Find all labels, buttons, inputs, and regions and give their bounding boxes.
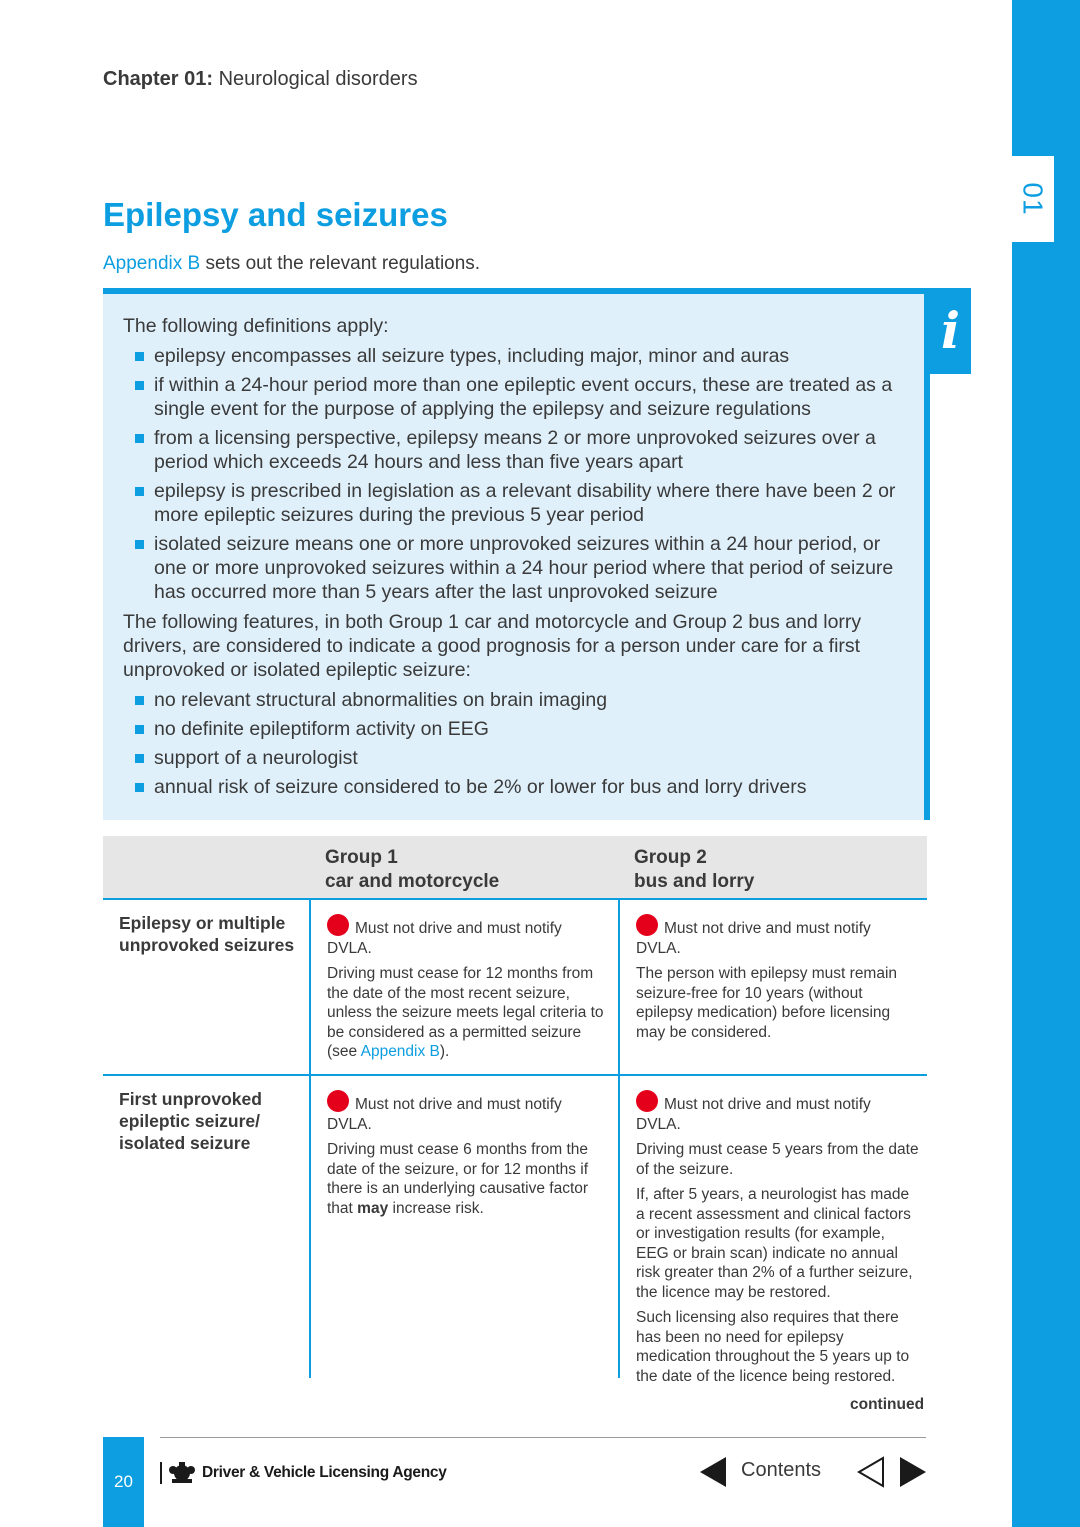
definition-item: if within a 24-hour period more than one epileptic event occurs, these are treated as a single event for the purpose of applying the epilepsy and seizure regulations	[123, 373, 898, 421]
features-intro: The following features, in both Group 1 car and motorcycle and Group 2 bus and lorry drivers, are considered to indicate a good prognosis for a person under care for a first unprovoked or isolated epileptic seizure:	[123, 611, 862, 681]
appendix-b-link[interactable]: Appendix B	[360, 1043, 440, 1060]
appendix-line-text: sets out the relevant regulations.	[200, 253, 481, 274]
driving-rules-table	[103, 836, 927, 1385]
group2-cell: Must not drive and must notify DVLA. The person with epilepsy must remain seizure-free for 10 years (without epilepsy medication) before licensing may be considered.	[618, 900, 927, 1074]
header-empty-cell	[103, 836, 309, 898]
group2-cell: Must not drive and must notify DVLA. Driving must cease 5 years from the date of the seizure. If, after 5 years, a neurologist has made a recent assessment and clinical factors or investigation results (for example, EEG or brain scan) indicate no annual risk greater than 2% of a further seizure, the licence may be restored. Such licensing also requires that there has been no need for epilepsy medication throughout the 5 years up to the date of the licence being restored.	[618, 1076, 927, 1378]
chapter-title: Neurological disorders	[213, 68, 418, 90]
bullet-square-icon	[135, 754, 144, 763]
chapter-label: Chapter 01:	[103, 68, 214, 90]
definition-item: from a licensing perspective, epilepsy means 2 or more unprovoked seizures over a period which exceeds 24 hours and less than five years apart	[123, 426, 898, 474]
definitions-box	[103, 288, 930, 820]
definitions-intro: The following definitions apply:	[123, 315, 389, 337]
appendix-line	[103, 253, 480, 275]
contents-link[interactable]: Contents	[741, 1459, 822, 1481]
table-row-epilepsy	[103, 900, 927, 1076]
group1-cell: Must not drive and must notify DVLA. Driving must cease for 12 months from the date of the most recent seizure, unless the seizure meets legal criteria to be considered as a permitted seizure (see Appendix B).	[309, 900, 618, 1074]
features-list	[123, 688, 898, 799]
previous-page-arrow-icon[interactable]	[699, 1456, 727, 1488]
group1-cell: Must not drive and must notify DVLA. Driving must cease 6 months from the date of the seizure, or for 12 months if there is an underlying causative factor that may increase risk.	[309, 1076, 618, 1378]
red-status-dot-icon	[636, 1090, 658, 1112]
footer-divider	[160, 1437, 926, 1438]
page-number-tab	[103, 1437, 144, 1527]
red-status-dot-icon	[327, 914, 349, 936]
appendix-b-link[interactable]: Appendix B	[103, 253, 201, 274]
info-icon-letter: i	[941, 301, 960, 360]
bullet-square-icon	[135, 725, 144, 734]
agency-logo	[160, 1462, 447, 1484]
feature-item: support of a neurologist	[123, 746, 898, 770]
row-heading: First unprovoked epileptic seizure/ isolated seizure	[119, 1089, 262, 1153]
feature-item: no definite epileptiform activity on EEG	[123, 717, 898, 741]
red-status-dot-icon	[327, 1090, 349, 1112]
definition-item: isolated seizure means one or more unprovoked seizures within a 24 hour period, or one or more unprovoked seizures within a 24 hour period where that period of seizure has occurred more than 5 years after the last unprovoked seizure	[123, 532, 898, 604]
bullet-square-icon	[135, 540, 144, 549]
definition-item: epilepsy is prescribed in legislation as a relevant disability where there have been 2 or more epileptic seizures during the previous 5 year period	[123, 479, 898, 527]
bullet-square-icon	[135, 434, 144, 443]
row-heading: Epilepsy or multiple unprovoked seizures	[119, 913, 295, 955]
next-page-arrow-icon[interactable]	[899, 1456, 927, 1488]
bullet-square-icon	[135, 696, 144, 705]
status-text: Must not drive and must notify DVLA.	[636, 920, 871, 957]
page-number: 20	[114, 1472, 133, 1491]
section-title: Epilepsy and seizures	[103, 196, 448, 233]
bullet-square-icon	[135, 783, 144, 792]
header-group-1: Group 1 car and motorcycle	[325, 847, 500, 892]
logo-bar	[160, 1462, 162, 1484]
status-text: Must not drive and must notify DVLA.	[327, 920, 562, 957]
table-header	[103, 836, 927, 900]
table-row-first-seizure	[103, 1076, 927, 1385]
definitions-list	[123, 344, 898, 604]
chapter-side-tab[interactable]	[1012, 156, 1054, 242]
bullet-square-icon	[135, 352, 144, 361]
bullet-square-icon	[135, 487, 144, 496]
header-group-2: Group 2 bus and lorry	[634, 847, 755, 892]
definition-item: epilepsy encompasses all seizure types, including major, minor and auras	[123, 344, 898, 368]
bullet-square-icon	[135, 381, 144, 390]
feature-item: annual risk of seizure considered to be 2% or lower for bus and lorry drivers	[123, 775, 898, 799]
royal-crest-icon	[168, 1462, 196, 1484]
feature-item: no relevant structural abnormalities on brain imaging	[123, 688, 898, 712]
status-text: Must not drive and must notify DVLA.	[327, 1096, 562, 1133]
info-icon	[930, 288, 971, 374]
chapter-heading	[103, 68, 418, 91]
status-text: Must not drive and must notify DVLA.	[636, 1096, 871, 1133]
red-status-dot-icon	[636, 914, 658, 936]
agency-name: Driver & Vehicle Licensing Agency	[202, 1464, 447, 1481]
continued-label: continued	[850, 1396, 925, 1413]
back-arrow-icon[interactable]	[857, 1456, 885, 1488]
chapter-side-tab-number: 01	[1018, 182, 1049, 216]
